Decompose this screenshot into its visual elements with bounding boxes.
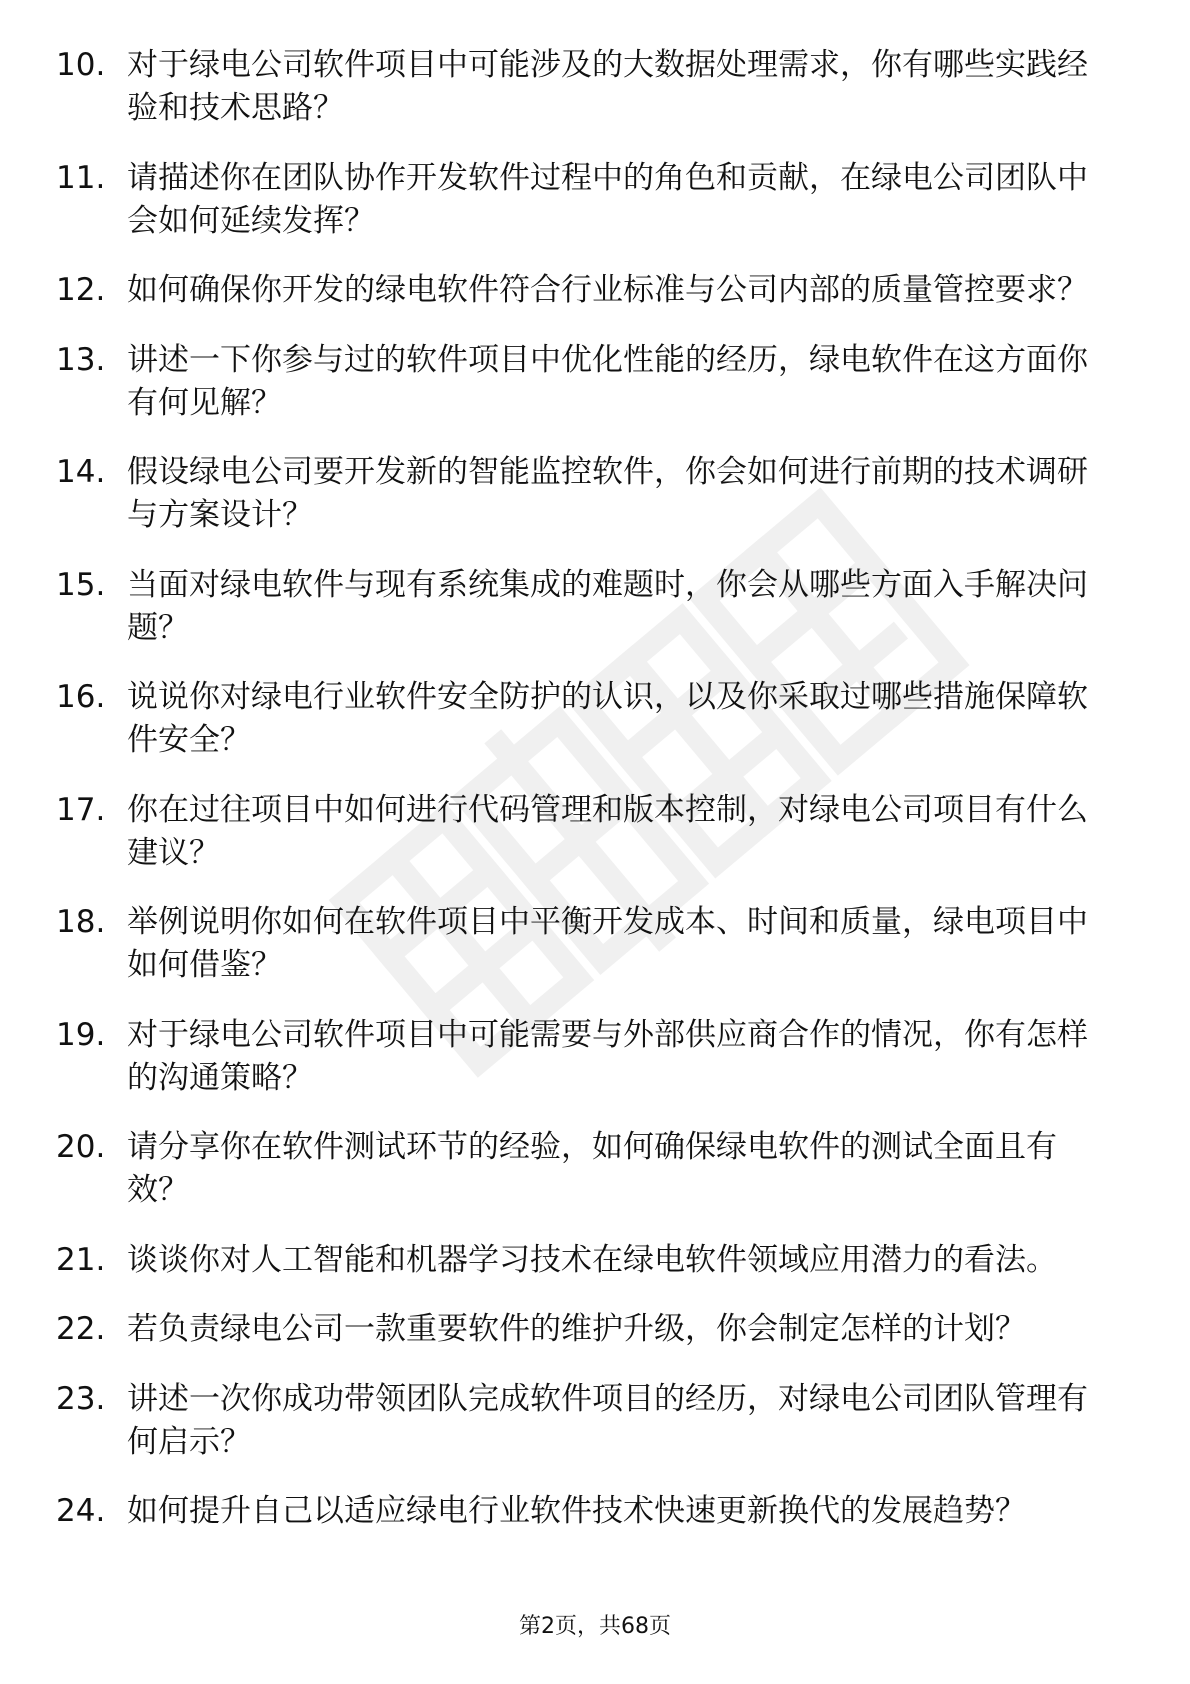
- question-text: 谈谈你对人工智能和机器学习技术在绿电软件领域应用潜力的看法。: [127, 1241, 1057, 1278]
- question-text: 举例说明你如何在软件项目中平衡开发成本、时间和质量，绿电项目中如何借鉴？: [127, 904, 1088, 983]
- question-number: 22.: [56, 1311, 106, 1347]
- question-number: 11.: [56, 159, 106, 196]
- question-text: 当面对绿电软件与现有系统集成的难题时，你会从哪些方面入手解决问题？: [127, 566, 1088, 646]
- question-number: 15.: [56, 566, 106, 603]
- question-item: [0, 1126, 1112, 1212]
- question-number: 21.: [56, 1241, 106, 1278]
- question-text: 对于绿电公司软件项目中可能需要与外部供应商合作的情况，你有怎样的沟通策略？: [127, 1016, 1088, 1096]
- question-text: 请分享你在软件测试环节的经验，如何确保绿电软件的测试全面且有效？: [127, 1129, 1057, 1208]
- question-item: [0, 269, 1112, 312]
- question-text: 若负责绿电公司一款重要软件的维护升级，你会制定怎样的计划？: [127, 1311, 1026, 1347]
- question-item: [0, 1014, 1112, 1100]
- question-number: 14.: [56, 454, 106, 490]
- question-text: 说说你对绿电行业软件安全防护的认识，以及你采取过哪些措施保障软件安全？: [127, 679, 1088, 758]
- question-item: [0, 564, 1112, 650]
- question-number: 16.: [56, 679, 106, 715]
- question-item: [0, 1378, 1112, 1464]
- question-number: 19.: [56, 1016, 106, 1053]
- question-item: [0, 901, 1112, 987]
- question-text: 讲述一次你成功带领团队完成软件项目的经历，对绿电公司团队管理有何启示？: [127, 1380, 1088, 1460]
- question-item: [0, 451, 1112, 537]
- question-item: [0, 1490, 1112, 1533]
- question-item: [0, 339, 1112, 425]
- question-number: 18.: [56, 904, 106, 940]
- question-text: 讲述一下你参与过的软件项目中优化性能的经历，绿电软件在这方面你有何见解？: [127, 341, 1088, 421]
- question-text: 如何确保你开发的绿电软件符合行业标准与公司内部的质量管控要求？: [127, 272, 1088, 308]
- question-text: 如何提升自己以适应绿电行业软件技术快速更新换代的发展趋势？: [127, 1493, 1026, 1529]
- question-list: [0, 44, 1190, 1560]
- question-number: 13.: [56, 341, 106, 378]
- question-item: [0, 676, 1112, 762]
- question-number: 17.: [56, 791, 106, 828]
- question-number: 12.: [56, 272, 106, 308]
- question-number: 23.: [56, 1380, 106, 1417]
- question-number: 10.: [56, 47, 106, 83]
- question-text: 请描述你在团队协作开发软件过程中的角色和贡献，在绿电公司团队中会如何延续发挥？: [127, 159, 1088, 239]
- question-item: [0, 1308, 1112, 1351]
- question-text: 对于绿电公司软件项目中可能涉及的大数据处理需求，你有哪些实践经验和技术思路？: [127, 47, 1088, 126]
- page-footer: 第2页，共68页: [519, 1614, 671, 1639]
- question-item: [0, 1239, 1112, 1282]
- question-text: 假设绿电公司要开发新的智能监控软件，你会如何进行前期的技术调研与方案设计？: [127, 454, 1088, 533]
- question-item: [0, 44, 1112, 130]
- question-item: [0, 157, 1112, 243]
- question-text: 你在过往项目中如何进行代码管理和版本控制，对绿电公司项目有什么建议？: [127, 791, 1088, 871]
- question-number: 20.: [56, 1129, 106, 1165]
- question-number: 24.: [56, 1493, 106, 1529]
- question-item: [0, 789, 1112, 875]
